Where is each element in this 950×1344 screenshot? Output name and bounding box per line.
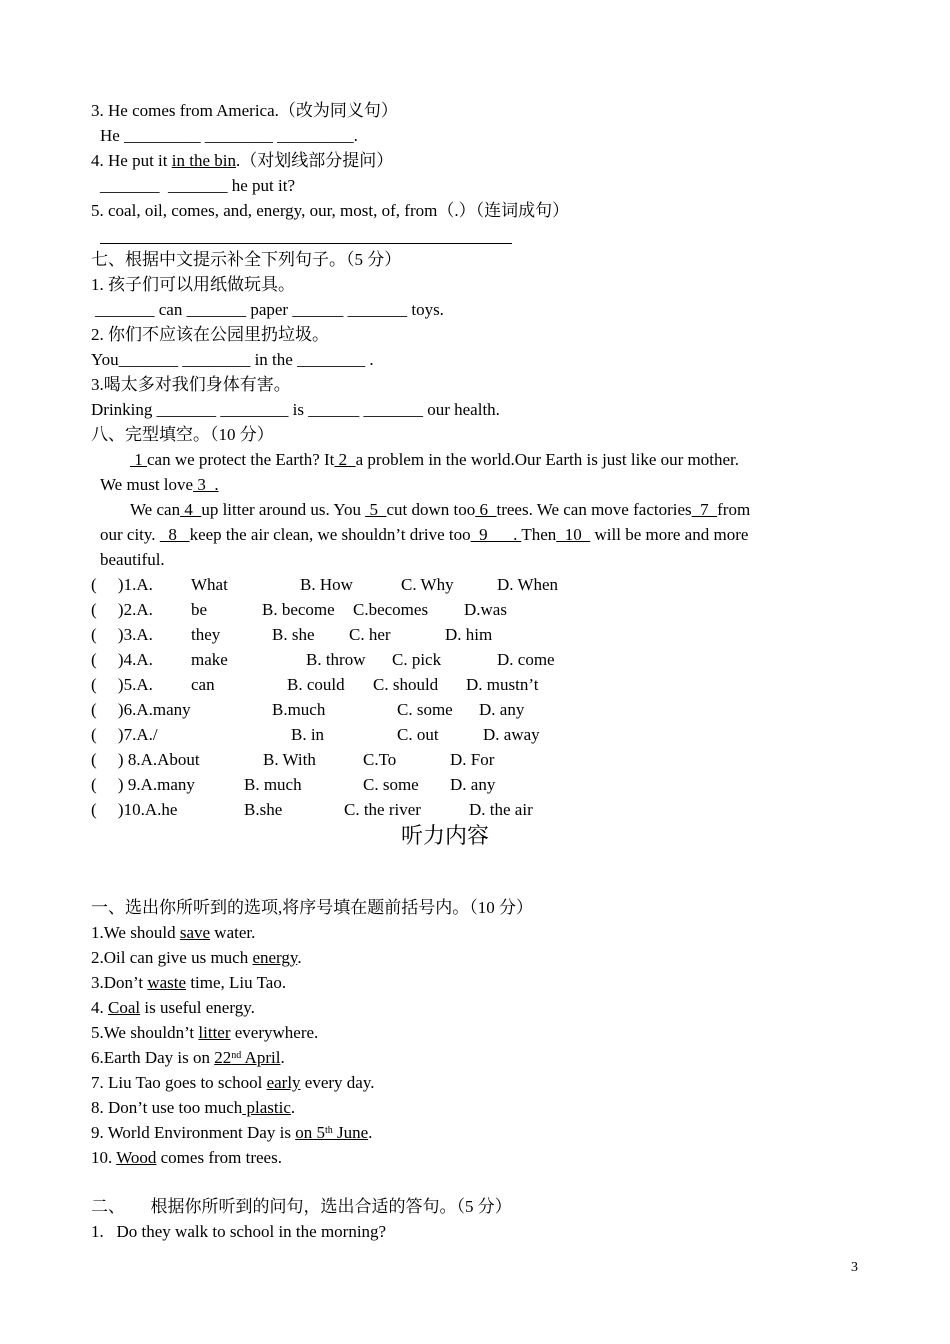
choice-b: B. become <box>262 600 335 619</box>
choice-c: C. should <box>373 675 439 694</box>
listening-item: 3.Don’t waste time, Liu Tao. <box>91 973 287 992</box>
cloze-line-1: 1 can we protect the Earth? It 2 a problem in the world.Our Earth is just like our mother. <box>130 450 739 469</box>
choice-number: ( )4.A. <box>91 650 153 669</box>
listening-item: 10. Wood comes from trees. <box>91 1148 282 1167</box>
listening-item: 5.We shouldn’t litter everywhere. <box>91 1023 319 1042</box>
choice-d: D. any <box>479 700 525 719</box>
choice-d: D. mustn’t <box>466 675 539 694</box>
cloze-line-3: We can 4 up litter around us. You 5 cut down too 6 trees. We can move factories 7 from <box>130 500 751 519</box>
choice-d: D. For <box>450 750 495 769</box>
choice-number: ( )5.A. <box>91 675 153 694</box>
choice-a: What <box>191 575 228 594</box>
q4-question: 4. He put it in the bin.（对划线部分提问） <box>91 151 394 170</box>
choice-d: D. When <box>497 575 559 594</box>
choice-d: D. away <box>483 725 540 744</box>
choice-a: be <box>191 600 208 619</box>
choice-d: D. come <box>497 650 555 669</box>
choice-c: C. some <box>363 775 419 794</box>
listening-item: 6.Earth Day is on 22nd April. <box>91 1048 285 1067</box>
part7-q1-english: _______ can _______ paper ______ _______ toys. <box>95 300 444 319</box>
part8-heading: 八、完型填空。（10 分） <box>91 425 274 444</box>
page-number: 3 <box>851 1260 858 1275</box>
choice-a: make <box>191 650 228 669</box>
listening-item: 9. World Environment Day is on 5th June. <box>91 1123 373 1142</box>
choice-b: B. throw <box>306 650 366 669</box>
choice-b: B. much <box>244 775 302 794</box>
choice-number: ( ) 9.A.many <box>91 775 195 794</box>
choice-b: B. How <box>300 575 353 594</box>
q4-answer-blank: _______ _______ he put it? <box>100 176 296 195</box>
listening-part2-q1: 1. Do they walk to school in the morning? <box>91 1222 387 1241</box>
part7-q2-english: You_______ ________ in the ________ . <box>91 350 374 369</box>
choice-number: ( ) 8.A.About <box>91 750 200 769</box>
part7-q1-chinese: 1. 孩子们可以用纸做玩具。 <box>91 275 295 294</box>
part7-q3-english: Drinking _______ ________ is ______ _______ our health. <box>91 400 500 419</box>
listening-title: 听力内容 <box>401 823 490 848</box>
choice-c: C. some <box>397 700 453 719</box>
q3-answer-blank: He _________ ________ _________. <box>100 126 358 145</box>
choice-b: B. in <box>291 725 325 744</box>
choice-d: D. him <box>445 625 493 644</box>
listening-item: 1.We should save water. <box>91 923 256 942</box>
q3-transform: 3. He comes from America.（改为同义句） <box>91 101 398 120</box>
cloze-line-5: beautiful. <box>100 550 165 569</box>
choice-a: can <box>191 675 215 694</box>
choice-c: C. Why <box>401 575 454 594</box>
listening-part1-heading: 一、选出你所听到的选项,将序号填在题前括号内。（10 分） <box>91 898 533 917</box>
choice-c: C. the river <box>344 800 421 819</box>
choice-d: D. the air <box>469 800 533 819</box>
cloze-line-2: We must love 3 . <box>100 475 219 494</box>
choice-b: B.she <box>244 800 283 819</box>
listening-item: 8. Don’t use too much plastic. <box>91 1098 296 1117</box>
choice-number: ( )10.A.he <box>91 800 178 819</box>
choice-d: D. any <box>450 775 496 794</box>
choice-c: C. pick <box>392 650 442 669</box>
choice-d: D.was <box>464 600 507 619</box>
part7-q2-chinese: 2. 你们不应该在公园里扔垃圾。 <box>91 325 329 344</box>
q5-answer-line <box>100 243 512 244</box>
choice-c: C. her <box>349 625 391 644</box>
q5-question: 5. coal, oil, comes, and, energy, our, most, of, from（.）（连词成句） <box>91 201 570 220</box>
choice-c: C.To <box>363 750 397 769</box>
choice-number: ( )7.A./ <box>91 725 158 744</box>
choice-c: C.becomes <box>353 600 429 619</box>
choice-number: ( )3.A. <box>91 625 153 644</box>
choice-b: B.much <box>272 700 326 719</box>
listening-part2-heading: 二、 根据你所听到的问句，选出合适的答句。（5 分） <box>91 1197 512 1216</box>
choice-number: ( )6.A.many <box>91 700 191 719</box>
choice-b: B. could <box>287 675 345 694</box>
part7-heading: 七、根据中文提示补全下列句子。（5 分） <box>91 250 402 269</box>
listening-item: 4. Coal is useful energy. <box>91 998 255 1017</box>
choice-b: B. she <box>272 625 315 644</box>
part7-q3-chinese: 3.喝太多对我们身体有害。 <box>91 375 291 394</box>
choice-b: B. With <box>263 750 316 769</box>
listening-item: 2.Oil can give us much energy. <box>91 948 302 967</box>
choice-number: ( )1.A. <box>91 575 153 594</box>
choice-number: ( )2.A. <box>91 600 153 619</box>
cloze-line-4: our city. 8 keep the air clean, we shouldn’t drive too 9 . Then 10 will be more and more <box>100 525 749 544</box>
choice-c: C. out <box>397 725 439 744</box>
choice-a: they <box>191 625 221 644</box>
listening-item: 7. Liu Tao goes to school early every day. <box>91 1073 375 1092</box>
